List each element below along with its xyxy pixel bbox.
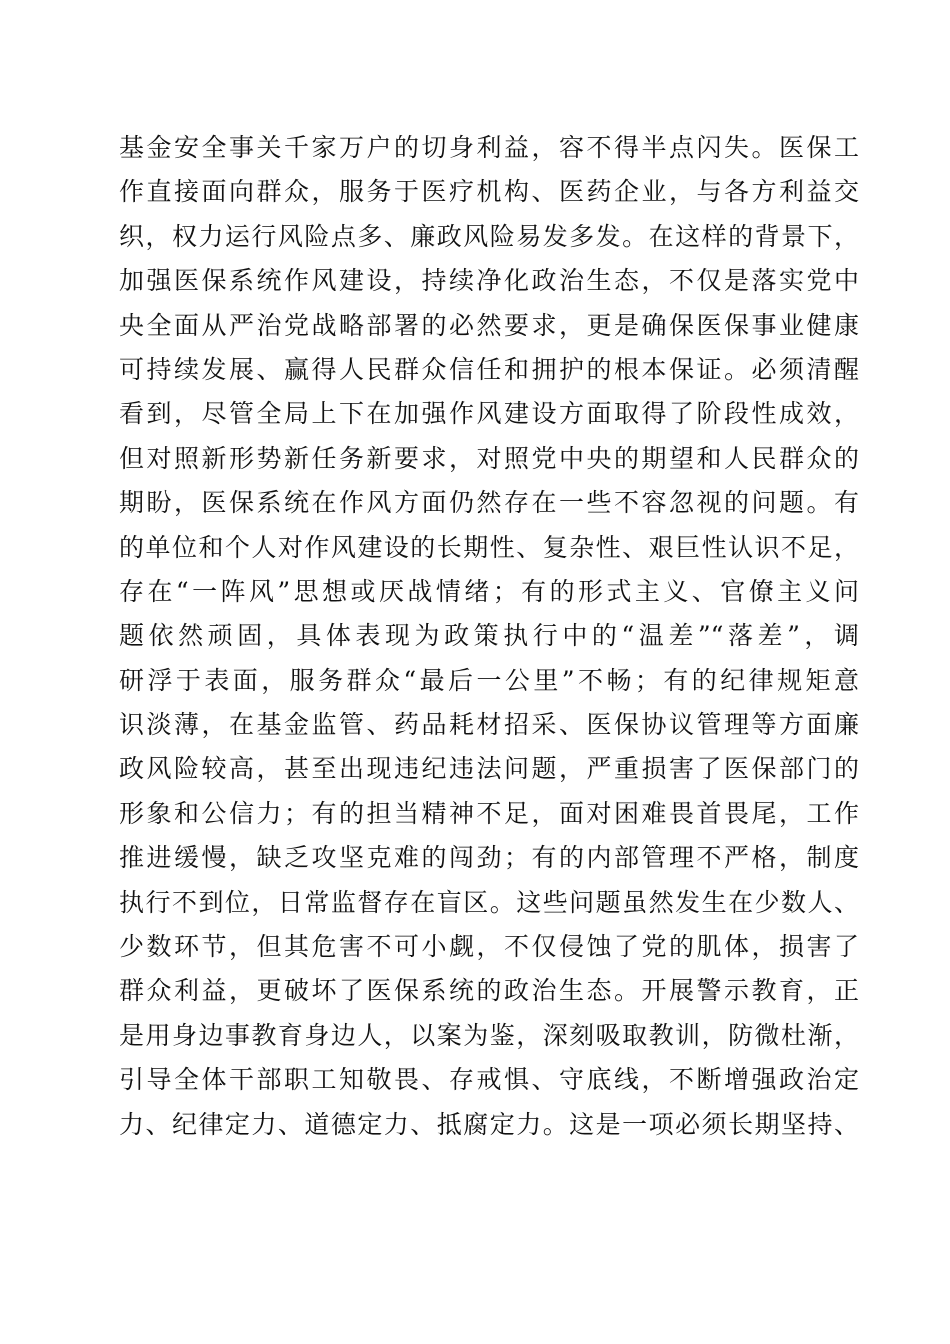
text-line: 群众利益，更破坏了医保系统的政治生态。开展警示教育，正 xyxy=(119,976,859,1006)
text-line: 央全面从严治党战略部署的必然要求，更是确保医保事业健康 xyxy=(119,310,859,340)
text-line: 是用身边事教育身边人，以案为鉴，深刻吸取教训，防微杜渐， xyxy=(119,1020,859,1050)
body-paragraph xyxy=(119,126,859,1147)
text-line: 引导全体干部职工知敬畏、存戒惧、守底线，不断增强政治定 xyxy=(119,1065,859,1095)
text-line: 执行不到位，日常监督存在盲区。这些问题虽然发生在少数人、 xyxy=(119,887,859,917)
text-line: 期盼，医保系统在作风方面仍然存在一些不容忽视的问题。有 xyxy=(119,488,859,518)
text-line: 推进缓慢，缺乏攻坚克难的闯劲；有的内部管理不严格，制度 xyxy=(119,843,859,873)
text-line: 但对照新形势新任务新要求，对照党中央的期望和人民群众的 xyxy=(119,443,859,473)
text-line: 力、纪律定力、道德定力、抵腐定力。这是一项必须长期坚持、 xyxy=(119,1109,859,1139)
text-line: 识淡薄，在基金监管、药品耗材招采、医保协议管理等方面廉 xyxy=(119,710,859,740)
text-line: 研浮于表面，服务群众“最后一公里”不畅；有的纪律规矩意 xyxy=(119,665,859,695)
text-line: 形象和公信力；有的担当精神不足，面对困难畏首畏尾，工作 xyxy=(119,798,859,828)
text-line: 加强医保系统作风建设，持续净化政治生态，不仅是落实党中 xyxy=(119,266,859,296)
text-line: 可持续发展、赢得人民群众信任和拥护的根本保证。必须清醒 xyxy=(119,354,859,384)
text-line: 少数环节，但其危害不可小觑，不仅侵蚀了党的肌体，损害了 xyxy=(119,932,859,962)
text-line: 存在“一阵风”思想或厌战情绪；有的形式主义、官僚主义问 xyxy=(119,576,859,606)
text-line: 基金安全事关千家万户的切身利益，容不得半点闪失。医保工 xyxy=(119,133,859,162)
text-line: 政风险较高，甚至出现违纪违法问题，严重损害了医保部门的 xyxy=(119,754,859,784)
text-line: 作直接面向群众，服务于医疗机构、医药企业，与各方利益交 xyxy=(119,177,859,207)
text-line: 的单位和个人对作风建设的长期性、复杂性、艰巨性认识不足， xyxy=(119,532,859,562)
text-line: 看到，尽管全局上下在加强作风建设方面取得了阶段性成效， xyxy=(119,399,859,429)
text-line: 题依然顽固，具体表现为政策执行中的“温差”“落差”，调 xyxy=(119,621,859,651)
text-line: 织，权力运行风险点多、廉政风险易发多发。在这样的背景下， xyxy=(119,221,859,251)
